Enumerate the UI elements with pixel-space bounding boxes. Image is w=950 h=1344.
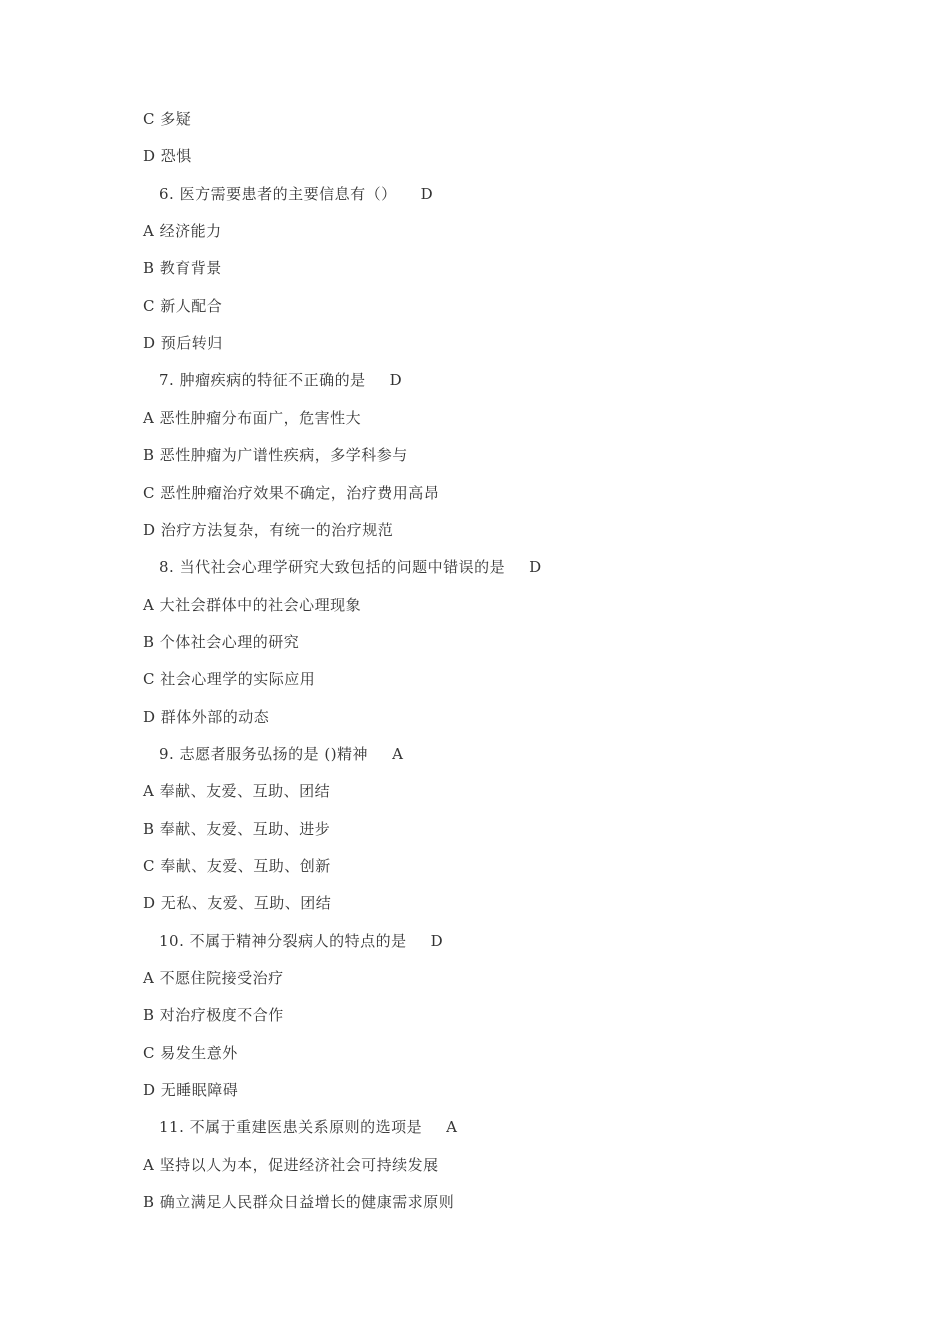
- question-line: [0, 1117, 950, 1137]
- option-text: C 恶性肿瘤治疗效果不确定，治疗费用高昂: [143, 483, 440, 502]
- option-line: [0, 781, 950, 801]
- question-line: [0, 370, 950, 390]
- option-line: [0, 707, 950, 727]
- answer-key: D: [430, 931, 444, 950]
- answer-key: D: [389, 371, 403, 390]
- option-text: D 预后转归: [143, 334, 223, 353]
- option-text: A 大社会群体中的社会心理现象: [143, 595, 362, 614]
- option-text: A 恶性肿瘤分布面广，危害性大: [143, 408, 362, 427]
- option-line: [0, 1005, 950, 1025]
- option-text: D 治疗方法复杂，有统一的治疗规范: [143, 520, 394, 539]
- option-line: [0, 146, 950, 166]
- option-line: [0, 1080, 950, 1100]
- question-text: 11. 不属于重建医患关系原则的选项是: [159, 1118, 423, 1137]
- option-line: [0, 408, 950, 428]
- answer-key: A: [446, 1118, 458, 1137]
- option-line: [0, 856, 950, 876]
- option-line: [0, 1192, 950, 1212]
- option-line: [0, 632, 950, 652]
- question-text: 9. 志愿者服务弘扬的是 ()精神: [159, 744, 369, 763]
- option-text: A 不愿住院接受治疗: [143, 969, 284, 988]
- option-text: B 对治疗极度不合作: [143, 1006, 284, 1025]
- question-text: 6. 医方需要患者的主要信息有（）: [159, 184, 397, 203]
- question-text: 8. 当代社会心理学研究大致包括的问题中错误的是: [159, 558, 506, 577]
- answer-key: D: [420, 184, 434, 203]
- option-line: [0, 258, 950, 278]
- option-line: [0, 445, 950, 465]
- option-text: B 奉献、友爱、互助、进步: [143, 819, 331, 838]
- option-line: [0, 595, 950, 615]
- question-text: 10. 不属于精神分裂病人的特点的是: [159, 931, 407, 950]
- option-text: B 恶性肿瘤为广谱性疾病，多学科参与: [143, 446, 408, 465]
- option-text: A 经济能力: [143, 222, 222, 241]
- option-line: [0, 1155, 950, 1175]
- answer-key: D: [529, 558, 542, 577]
- option-line: [0, 483, 950, 503]
- question-line: [0, 557, 950, 577]
- option-text: D 无私、友爱、互助、团结: [143, 894, 332, 913]
- option-text: D 无睡眠障碍: [143, 1081, 239, 1100]
- option-line: [0, 819, 950, 839]
- answer-key: A: [392, 744, 404, 763]
- option-line: [0, 296, 950, 316]
- option-line: [0, 221, 950, 241]
- option-text: B 确立满足人民群众日益增长的健康需求原则: [143, 1193, 455, 1212]
- option-text: A 坚持以人为本，促进经济社会可持续发展: [143, 1155, 439, 1174]
- option-line: [0, 968, 950, 988]
- question-text: 7. 肿瘤疾病的特征不正确的是: [159, 371, 366, 390]
- option-text: A 奉献、友爱、互助、团结: [143, 782, 331, 801]
- option-text: C 新人配合: [143, 296, 223, 315]
- option-text: B 个体社会心理的研究: [143, 632, 300, 651]
- option-text: C 多疑: [143, 110, 192, 128]
- question-line: [0, 184, 950, 204]
- option-text: D 恐惧: [143, 147, 192, 166]
- option-line: [0, 520, 950, 540]
- option-line: [0, 669, 950, 689]
- option-line: [0, 1043, 950, 1063]
- option-text: C 奉献、友爱、互助、创新: [143, 857, 331, 875]
- option-text: C 社会心理学的实际应用: [143, 670, 316, 689]
- option-text: C 易发生意外: [143, 1043, 238, 1062]
- question-line: [0, 744, 950, 764]
- option-text: D 群体外部的动态: [143, 707, 270, 726]
- option-line: [0, 333, 950, 353]
- option-line: [0, 109, 950, 129]
- option-line: [0, 893, 950, 913]
- question-line: [0, 931, 950, 951]
- option-text: B 教育背景: [143, 259, 222, 278]
